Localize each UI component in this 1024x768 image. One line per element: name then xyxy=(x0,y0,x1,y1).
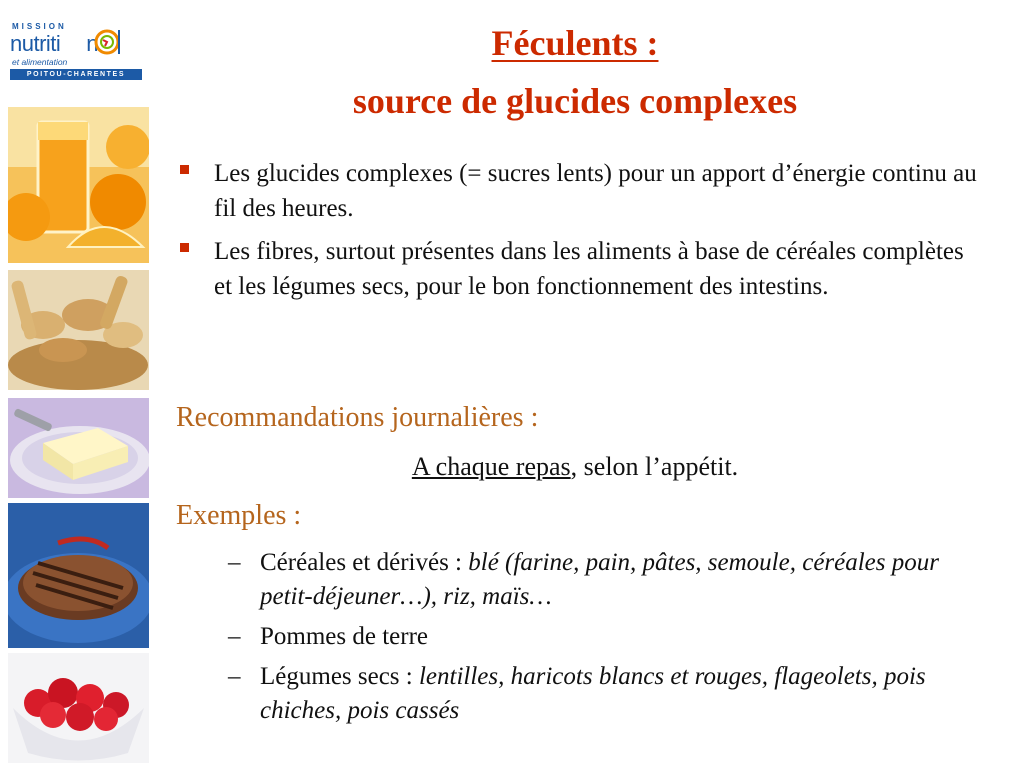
logo-brand-text: nutriti n xyxy=(10,31,99,56)
logo-mission-text: MISSION xyxy=(12,22,67,31)
logo-plate-icon xyxy=(93,26,123,56)
examples-heading: Exemples : xyxy=(176,500,302,531)
bullet-item: Les glucides complexes (= sucres lents) pour un apport d’énergie continu au fil des heures. xyxy=(178,156,978,226)
grilled-meat-photo xyxy=(8,503,149,648)
slide-subtitle: source de glucides complexes xyxy=(352,81,798,121)
recommendations-rest: , selon l’appétit. xyxy=(570,452,739,481)
bullet-list xyxy=(178,156,978,312)
dash-icon: – xyxy=(228,663,241,690)
bullet-item: Les fibres, surtout présentes dans les aliments à base de céréales complètes et les légumes secs, pour le bon fonctionnement des intestins. xyxy=(178,234,978,304)
example-item: – Pommes de terre xyxy=(226,620,996,654)
recommendations-heading: Recommandations journalières : xyxy=(176,402,539,433)
strawberries-photo xyxy=(8,653,149,763)
logo-region: POITOU-CHARENTES xyxy=(10,69,142,80)
bullet-square-icon xyxy=(180,165,189,174)
examples-list xyxy=(226,546,996,734)
orange-juice-photo xyxy=(8,107,149,263)
mission-nutrition-logo xyxy=(10,22,142,80)
logo-tagline: et alimentation xyxy=(12,57,68,67)
recommendations-emphasis: A chaque repas xyxy=(411,452,571,481)
slide-title: Féculents : xyxy=(491,23,659,63)
bread-basket-photo xyxy=(8,270,149,390)
example-item: – Céréales et dérivés : blé (farine, pain, pâtes, semoule, céréales pour petit-déjeuner…), riz, maïs… xyxy=(226,546,996,614)
recommendations-text xyxy=(160,452,990,482)
butter-dish-photo xyxy=(8,398,149,498)
example-item: – Légumes secs : lentilles, haricots blancs et rouges, flageolets, pois chiches, pois cassés xyxy=(226,660,996,728)
bullet-square-icon xyxy=(180,243,189,252)
dash-icon: – xyxy=(228,549,241,576)
dash-icon: – xyxy=(228,623,241,650)
